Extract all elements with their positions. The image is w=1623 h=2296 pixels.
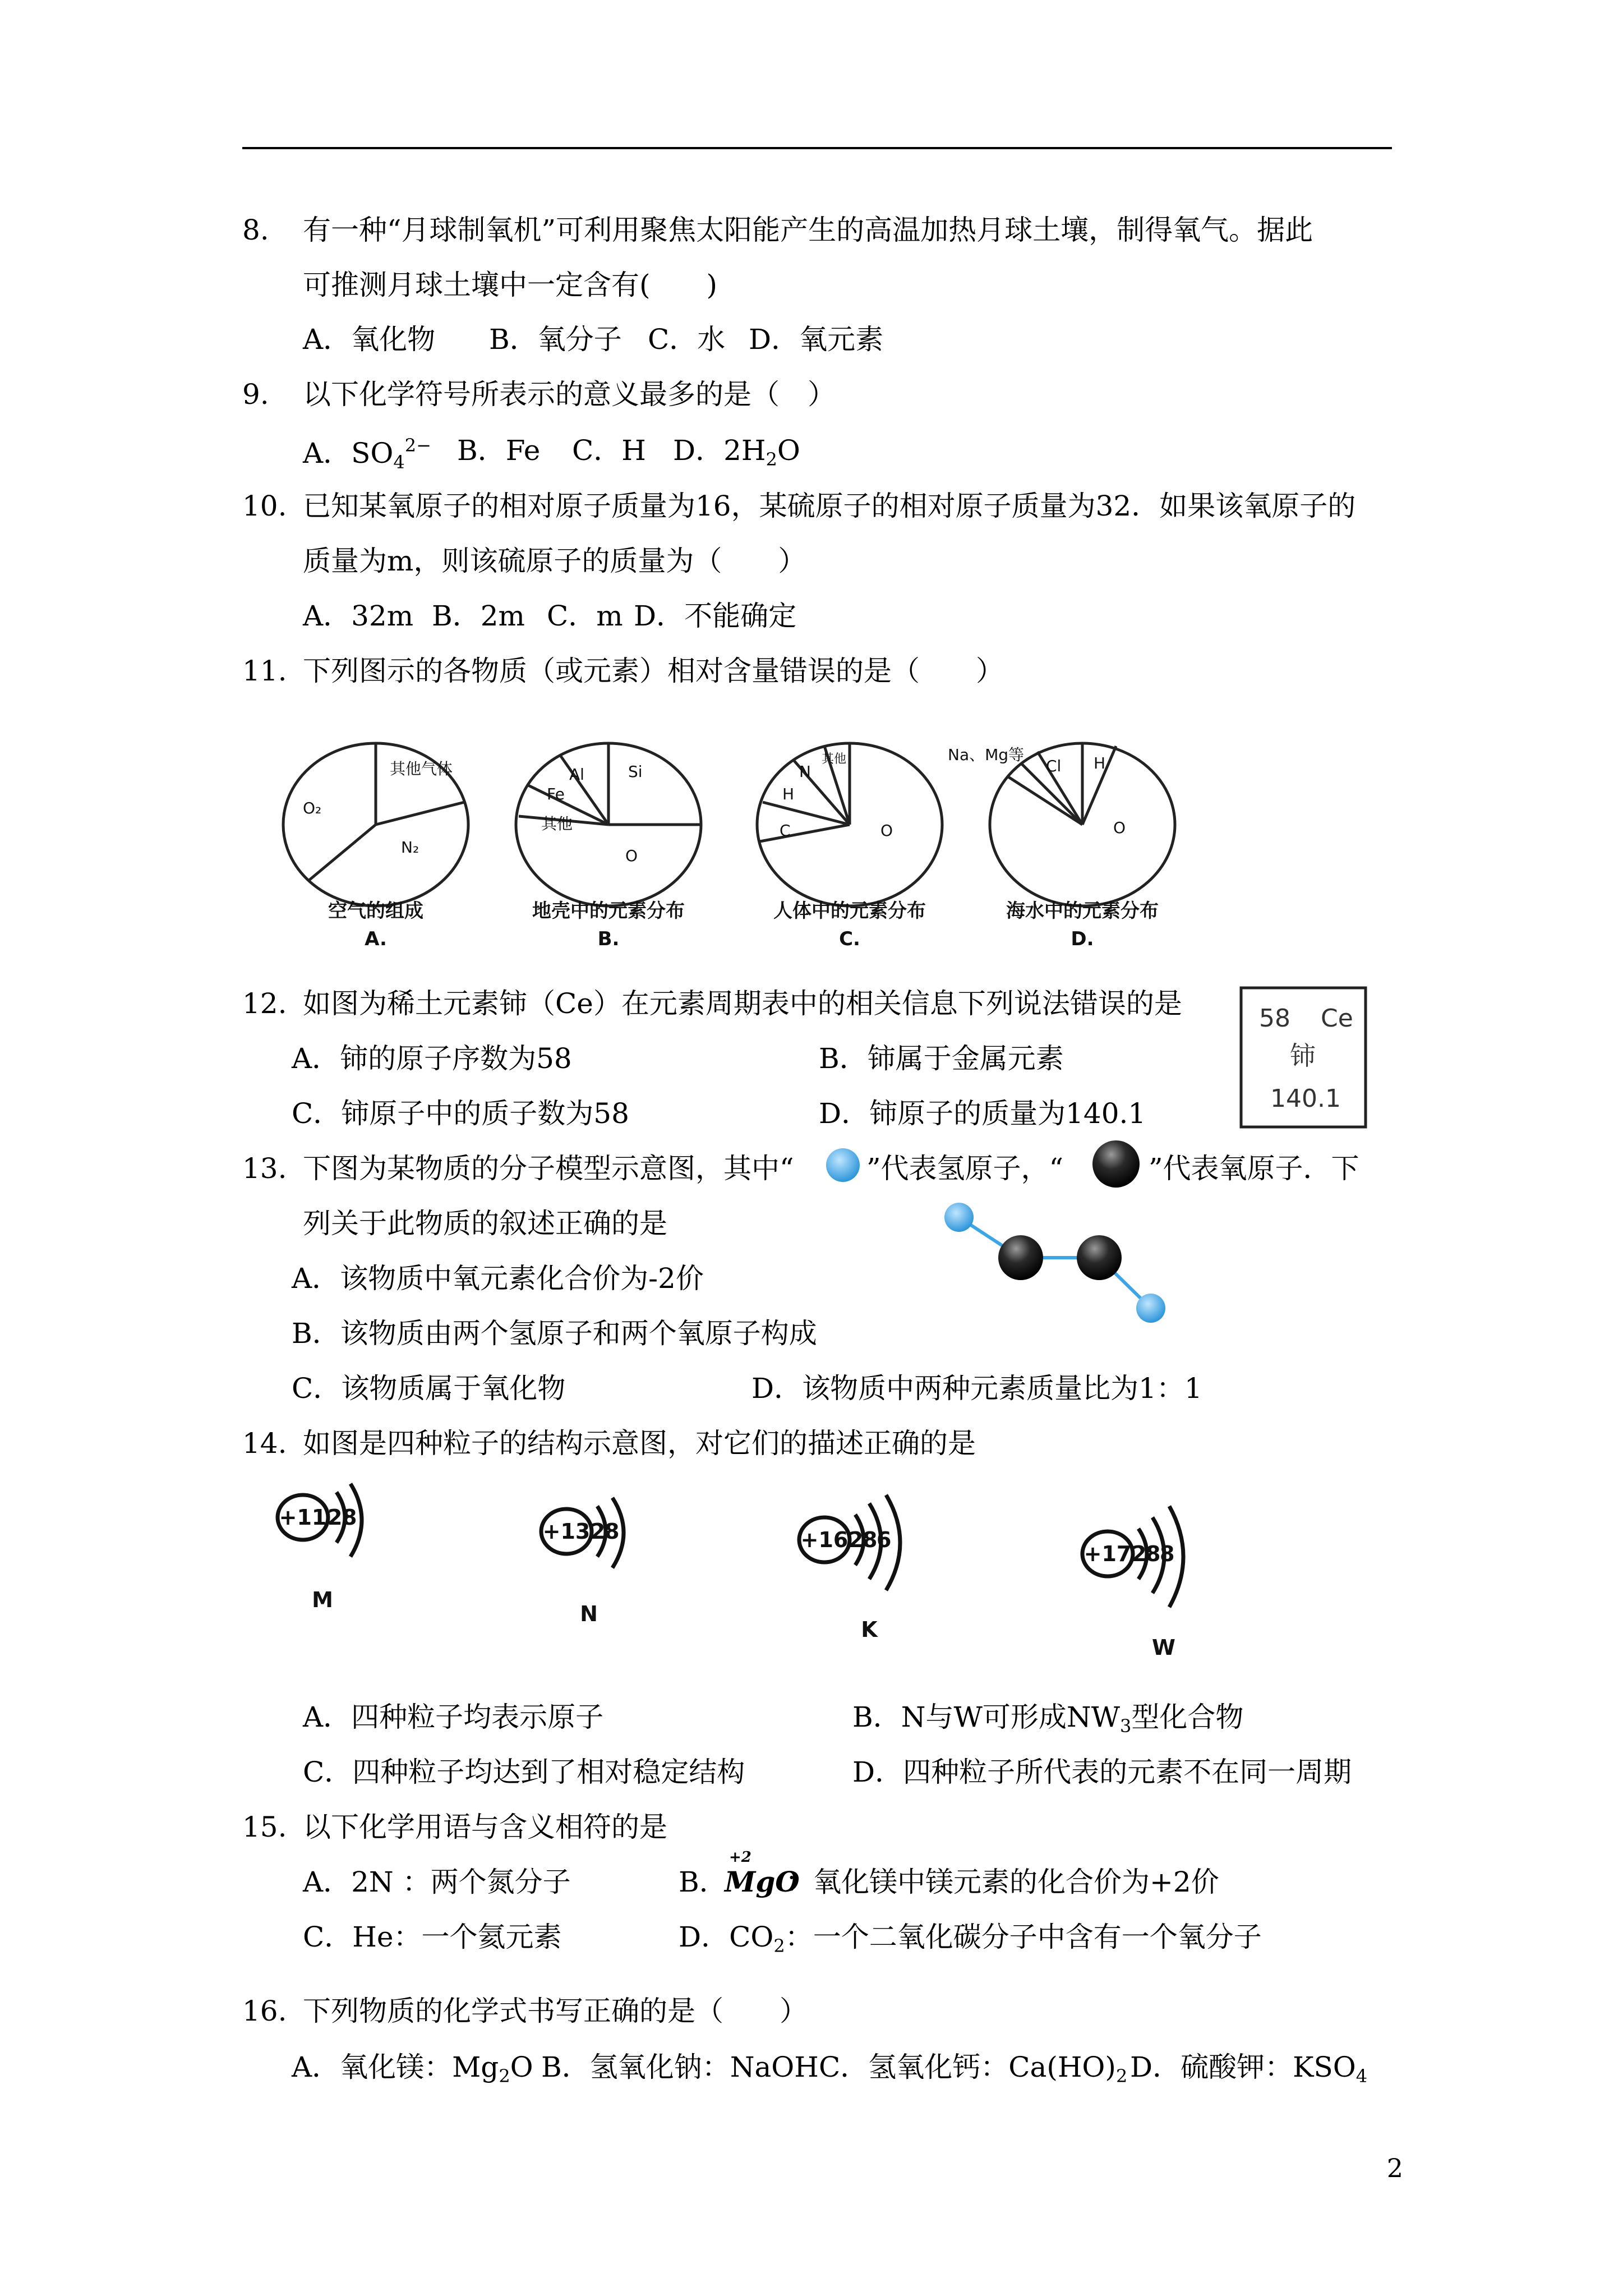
atom-w-shell-1: 2 <box>1132 1542 1147 1566</box>
q10-option-b: B．2m <box>432 600 525 632</box>
q16-line1: 下列物质的化学式书写正确的是（ ） <box>303 1995 808 2027</box>
hydrogen-atom-legend <box>823 1145 863 1185</box>
q10-number: 10. <box>242 490 287 522</box>
oxygen-atom-legend <box>1088 1139 1144 1189</box>
q13-line1-part3: ”代表氧原子．下 <box>1149 1152 1359 1185</box>
atom-n-nucleus: +13 <box>542 1519 591 1544</box>
element-card-symbol: Ce <box>1321 1004 1353 1033</box>
q11-number: 11. <box>242 655 287 687</box>
header-rule <box>242 147 1392 149</box>
pie-d-label-cl: Cl <box>1046 757 1062 775</box>
q12-option-d: D．铈原子的质量为140.1 <box>819 1097 1146 1130</box>
atom-n-shell-2: 8 <box>605 1519 620 1544</box>
pie-b-caption: 地壳中的元素分布 <box>532 900 685 922</box>
q9-number: 9. <box>242 378 269 411</box>
pie-d-label-namg: Na、Mg等 <box>948 746 1025 764</box>
atom-n-shell-1: 2 <box>591 1519 606 1544</box>
q10-line2: 质量为m，则该硫原子的质量为（ ） <box>303 545 806 577</box>
atom-m-shell-1: 2 <box>328 1505 343 1530</box>
molecule-oxygen-2 <box>1077 1235 1122 1280</box>
pie-b-label-fe: Fe <box>547 785 565 803</box>
q16-option-d: D．硫酸钾：$KSO_4$ <box>1130 2051 1368 2087</box>
q16-number: 16. <box>242 1995 287 2027</box>
pie-b-label-other: 其他 <box>541 815 573 833</box>
q12-number: 12. <box>242 987 287 1020</box>
q13-option-c: C．该物质属于氧化物 <box>292 1372 566 1405</box>
pie-c-label-other: 其他 <box>822 752 847 766</box>
q9-option-a: A．$SO_4^{2-}$ <box>303 435 431 473</box>
pie-a-caption: 空气的组成 <box>328 900 423 922</box>
molecule-oxygen-1 <box>998 1235 1043 1280</box>
q13-line1-part1: 下图为某物质的分子模型示意图，其中“ <box>303 1152 794 1185</box>
q16-option-b: B．氢氧化钠：NaOH <box>541 2051 819 2083</box>
q15-option-b-prefix: B． <box>679 1866 727 1898</box>
atom-k-shell-3: 6 <box>877 1527 892 1552</box>
pie-c-caption: 人体中的元素分布 <box>773 900 926 922</box>
atom-k-shell-2: 8 <box>863 1527 878 1552</box>
q14-option-c: C．四种粒子均达到了相对稳定结构 <box>303 1756 745 1788</box>
q15-option-d: D．$CO_2$：一个二氧化碳分子中含有一个氧分子 <box>679 1921 1262 1957</box>
pie-d-label-h: H <box>1094 754 1106 772</box>
q15-number: 15. <box>242 1811 287 1843</box>
q14-number: 14. <box>242 1427 287 1460</box>
atom-w-label: W <box>1152 1635 1175 1660</box>
atom-m-shell-2: 8 <box>342 1505 357 1530</box>
q9-option-b: B．Fe <box>457 434 541 467</box>
q10-option-d: D．不能确定 <box>634 600 797 632</box>
q15-mgo-formula: MgO <box>725 1865 800 1898</box>
molecule-hydrogen-1 <box>944 1203 974 1232</box>
page-number: 2 <box>1386 2153 1403 2183</box>
pie-c-label-o: O <box>880 821 893 840</box>
pie-b-label-al: Al <box>569 765 584 784</box>
q9-option-c: C．H <box>572 434 646 467</box>
pie-a-label-other: 其他气体 <box>390 760 453 778</box>
q13-option-d: D．该物质中两种元素质量比为1：1 <box>751 1372 1202 1405</box>
q12-option-a: A．铈的原子序数为58 <box>292 1042 572 1075</box>
pie-c-label-n: N <box>799 762 811 781</box>
pie-d-letter: D. <box>1071 928 1094 950</box>
q15-option-a: A．2N ：两个氮分子 <box>303 1866 571 1898</box>
pie-b-letter: B. <box>597 928 620 950</box>
molecule-model <box>931 1195 1189 1329</box>
q12-option-c: C．铈原子中的质子数为58 <box>292 1097 629 1130</box>
pie-c-label-h: H <box>782 785 795 803</box>
pie-d-label-o: O <box>1113 818 1126 837</box>
molecule-hydrogen-2 <box>1136 1294 1165 1323</box>
atom-k-label: K <box>861 1617 878 1642</box>
atom-structure-figure <box>269 1481 1256 1666</box>
q14-option-a: A．四种粒子均表示原子 <box>303 1701 604 1733</box>
pie-c-letter: C. <box>839 928 860 950</box>
q13-option-a: A．该物质中氧元素化合价为-2价 <box>292 1262 704 1295</box>
pie-charts-figure <box>269 729 1223 965</box>
q14-line1: 如图是四种粒子的结构示意图，对它们的描述正确的是 <box>303 1427 976 1460</box>
pie-b-label-si: Si <box>628 762 643 781</box>
element-card-cerium <box>1239 986 1368 1129</box>
pie-a-letter: A. <box>365 928 387 950</box>
pie-a-label-n2: N₂ <box>401 838 419 857</box>
q15-option-c: C．He：一个氦元素 <box>303 1921 562 1953</box>
element-card-number: 58 <box>1259 1004 1290 1033</box>
q12-option-b: B．铈属于金属元素 <box>819 1042 1064 1075</box>
pie-b-label-o: O <box>625 846 638 865</box>
q10-option-a: A．32m <box>303 600 414 632</box>
atom-m-label: M <box>312 1588 333 1612</box>
q8-line1: 有一种“月球制氧机”可利用聚焦太阳能产生的高温加热月球土壤，制得氧气。据此 <box>303 214 1313 246</box>
q13-line2: 列关于此物质的叙述正确的是 <box>303 1207 667 1240</box>
atom-w-shell-3: 8 <box>1160 1542 1175 1566</box>
q10-option-c: C．m <box>547 600 623 632</box>
q13-option-b: B．该物质由两个氢原子和两个氧原子构成 <box>292 1317 817 1350</box>
q15-mgo-charge: +2 <box>729 1849 751 1866</box>
element-card-mass: 140.1 <box>1270 1084 1341 1113</box>
element-card-name: 铈 <box>1290 1041 1316 1071</box>
atom-n-label: N <box>580 1602 598 1626</box>
q8-option-b: B．氧分子 <box>489 323 622 356</box>
atom-w-shell-2: 8 <box>1146 1542 1161 1566</box>
atom-m-nucleus: +11 <box>279 1505 327 1530</box>
pie-a-label-o2: O₂ <box>303 799 322 817</box>
q8-option-a: A．氧化物 <box>303 323 436 356</box>
q14-option-d: D．四种粒子所代表的元素不在同一周期 <box>852 1756 1352 1788</box>
q15-option-b: ：氧化镁中镁元素的化合价为+2价 <box>785 1866 1219 1898</box>
q11-line1: 下列图示的各物质（或元素）相对含量错误的是（ ） <box>303 655 1004 687</box>
q10-line1: 已知某氧原子的相对原子质量为16，某硫原子的相对原子质量为32．如果该氧原子的 <box>303 490 1356 522</box>
q16-option-a: A．氧化镁：$Mg_2O$ <box>292 2051 533 2087</box>
q12-line1: 如图为稀土元素铈（Ce）在元素周期表中的相关信息下列说法错误的是 <box>303 987 1182 1020</box>
atom-k-nucleus: +16 <box>800 1527 849 1552</box>
pie-d-caption: 海水中的元素分布 <box>1006 900 1159 922</box>
q13-line1-part2: ”代表氢原子，“ <box>866 1152 1064 1185</box>
q15-line1: 以下化学用语与含义相符的是 <box>303 1811 667 1843</box>
q8-option-c: C．水 <box>648 323 726 356</box>
q8-option-d: D．氧元素 <box>749 323 884 356</box>
q9-line1: 以下化学符号所表示的意义最多的是（ ） <box>303 378 836 411</box>
q8-line2: 可推测月球土壤中一定含有( ) <box>303 269 718 301</box>
q16-option-c: C．氢氧化钙：$Ca(HO)_2$ <box>819 2051 1128 2087</box>
q14-option-b: B．N与W可形成$NW_3$型化合物 <box>852 1701 1244 1737</box>
atom-k-shell-1: 2 <box>849 1527 864 1552</box>
pie-c-label-c: C <box>780 821 791 840</box>
q8-number: 8. <box>242 214 269 246</box>
q13-number: 13. <box>242 1152 287 1185</box>
atom-w-nucleus: +17 <box>1083 1542 1132 1566</box>
q9-option-d: D．$2H_2O$ <box>673 434 800 470</box>
